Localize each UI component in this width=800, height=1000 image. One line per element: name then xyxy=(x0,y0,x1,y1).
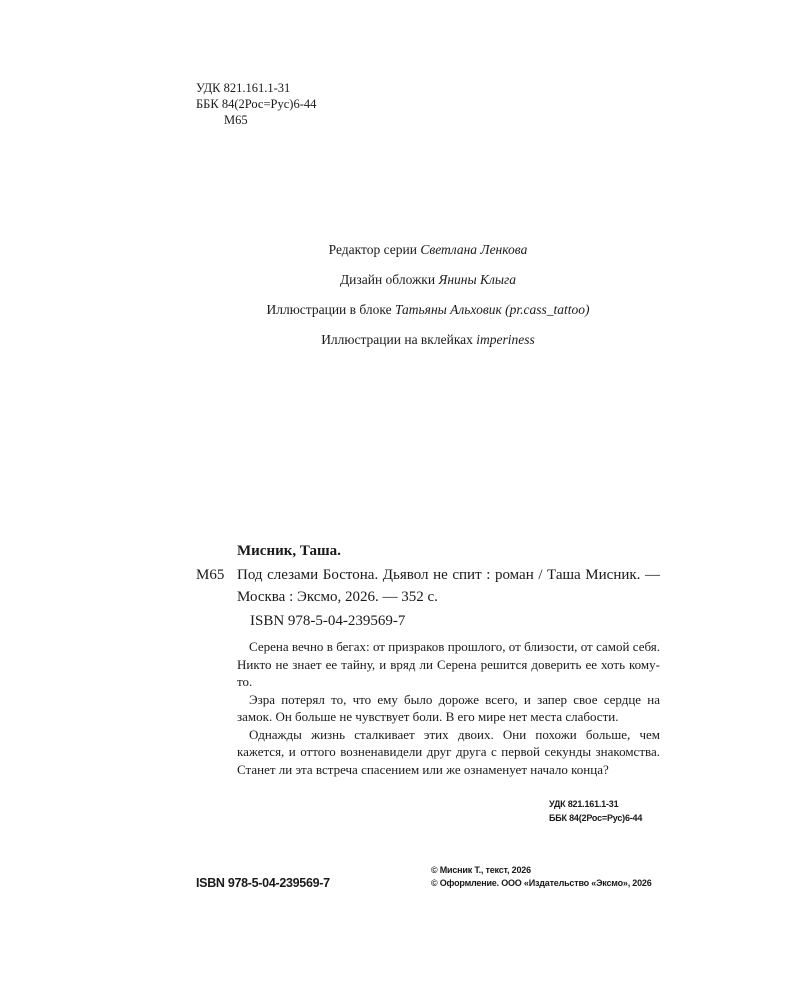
credit-name: Татьяны Альховик (pr.cass_tattoo) xyxy=(395,302,590,317)
small-classification xyxy=(549,797,642,825)
credit-name: Светлана Ленкова xyxy=(420,242,528,257)
credit-role: Дизайн обложки xyxy=(339,272,436,287)
credit-role: Редактор серии xyxy=(328,242,417,257)
credit-name: Янины Клыга xyxy=(438,272,517,287)
copyright-text: © Мисник Т., текст, 2026 xyxy=(431,865,531,875)
catalog-code: М65 xyxy=(196,567,225,583)
credit-line-cover xyxy=(0,270,800,300)
credit-name: imperiness xyxy=(476,332,535,347)
annotation xyxy=(237,638,660,778)
annotation-paragraph: Серена вечно в бегах: от призраков прошлого, от близости, от самой себя. Никто не знает ее тайну, и вряд ли Серена решится доверить ее хоть кому-то. xyxy=(237,639,660,689)
catalog-card xyxy=(196,540,660,632)
credits-block xyxy=(0,240,800,360)
udk-code: УДК 821.161.1-31 xyxy=(196,81,291,95)
credit-line-illustrations-block xyxy=(0,300,800,330)
copyright-design: © Оформление. ООО «Издательство «Эксмо», 2026 xyxy=(431,878,652,888)
classification-block xyxy=(196,80,316,128)
credit-role: Иллюстрации в блоке xyxy=(266,302,392,317)
credit-line-editor xyxy=(0,240,800,270)
catalog-description: Под слезами Бостона. Дьявол не спит : роман / Таша Мисник. — Москва : Эксмо, 2026. — 352 с. xyxy=(237,567,660,605)
annotation-paragraph: Однажды жизнь сталкивает этих двоих. Они похожи больше, чем кажется, и оттого возненавидели друг друга с первой секунды знакомства. Станет ли эта встреча спасением или же ознаменует начало конца? xyxy=(237,726,660,777)
catalog-entry xyxy=(196,564,660,608)
copyright-block xyxy=(431,864,652,890)
catalog-isbn: ISBN 978-5-04-239569-7 xyxy=(250,613,406,629)
annotation-paragraph: Эзра потерял то, что ему было дороже всего, и запер свое сердце на замок. Он больше не чувствует боли. В его мире нет места слабости. xyxy=(237,691,660,724)
credit-role: Иллюстрации на вклейках xyxy=(321,332,473,347)
credit-line-illustrations-inserts xyxy=(0,330,800,360)
catalog-author: Мисник, Таша. xyxy=(237,543,341,559)
author-sign: М65 xyxy=(224,113,248,127)
small-udk: УДК 821.161.1-31 xyxy=(549,799,619,809)
bbk-code: ББК 84(2Рос=Рус)6-44 xyxy=(196,97,317,111)
bottom-isbn: ISBN 978-5-04-239569-7 xyxy=(196,876,330,890)
small-bbk: ББК 84(2Рос=Рус)6-44 xyxy=(549,813,643,823)
